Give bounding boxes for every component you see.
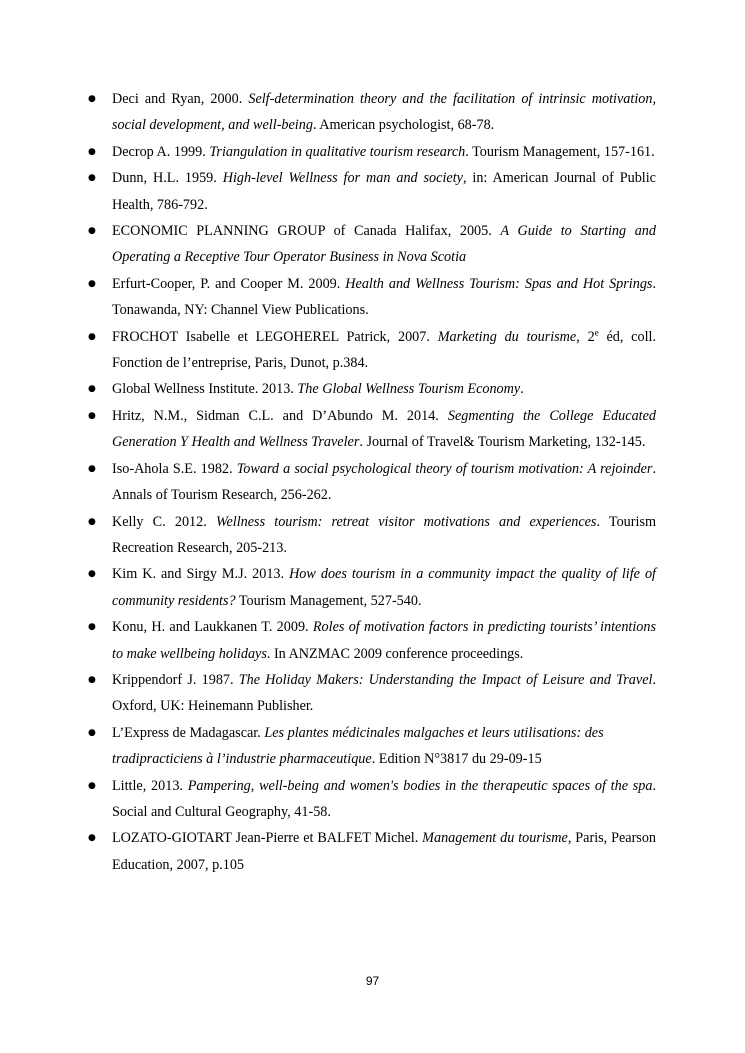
reference-title: Toward a social psychological theory of tourism motivation: A rejoinder: [236, 460, 653, 477]
reference-text: Little, 2013.: [112, 777, 188, 794]
reference-item: [88, 139, 656, 165]
reference-text: . Tourism Management, 157-161.: [465, 143, 655, 160]
reference-text: Krippendorf J. 1987.: [112, 671, 239, 688]
reference-title: Les plantes médicinales malgaches et leurs utilisations: des tradipracticiens à l’industrie pharmaceutique: [112, 724, 604, 768]
reference-text: . Journal of Travel& Tourism Marketing, 132-145.: [359, 434, 646, 451]
reference-item: [88, 614, 656, 667]
reference-text: .: [520, 381, 524, 398]
reference-title: Segmenting the College Educated Generation Y Health and Wellness Traveler: [112, 407, 657, 451]
bullet-icon: ●: [88, 833, 96, 844]
reference-text: éd, coll. Fonction de l’entreprise, Paris, Dunot, p.384.: [112, 328, 657, 372]
reference-text: Konu, H. and Laukkanen T. 2009.: [112, 619, 313, 636]
reference-text: Erfurt-Cooper, P. and Cooper M. 2009.: [112, 275, 346, 292]
reference-text: Deci and Ryan, 2000.: [112, 91, 249, 107]
reference-item: [88, 324, 656, 377]
bullet-icon: ●: [88, 569, 96, 580]
superscript: e: [594, 326, 599, 337]
reference-item: [88, 667, 656, 720]
reference-item: [88, 376, 656, 402]
bullet-icon: ●: [88, 622, 96, 633]
reference-text: . Edition N°3817 du 29-09-15: [371, 751, 542, 768]
bullet-icon: ●: [88, 146, 96, 157]
reference-title: Self-determination theory and the facilitation of intrinsic motivation, social development, and well-being: [112, 91, 657, 134]
reference-text: . Oxford, UK: Heinemann Publisher.: [112, 671, 656, 715]
reference-text: FROCHOT Isabelle et LEGOHEREL Patrick, 2007.: [112, 328, 438, 345]
reference-item: [88, 456, 656, 509]
reference-item: [88, 561, 656, 614]
reference-item: [88, 825, 656, 878]
bullet-icon: ●: [88, 727, 96, 738]
reference-title: The Holiday Makers: Understanding the Impact of Leisure and Travel: [238, 671, 653, 688]
reference-title: Triangulation in qualitative tourism research: [209, 143, 466, 160]
reference-title: High-level Wellness for man and society: [222, 170, 463, 187]
reference-text: Kim K. and Sirgy M.J. 2013.: [112, 566, 290, 583]
reference-text: , 2: [576, 328, 595, 345]
reference-title: How does tourism in a community impact the quality of life of community residents?: [112, 566, 657, 609]
reference-text: Kelly C. 2012.: [112, 513, 216, 530]
bullet-icon: ●: [88, 94, 96, 104]
reference-text: . Annals of Tourism Research, 256-262.: [112, 460, 656, 504]
reference-title: Marketing du tourisme: [437, 328, 577, 345]
reference-item: [88, 86, 656, 139]
bullet-icon: ●: [88, 173, 96, 184]
reference-text: Tourism Management, 527-540.: [235, 592, 422, 609]
bullet-icon: ●: [88, 463, 96, 474]
bullet-icon: ●: [88, 410, 96, 421]
reference-text: , Paris, Pearson Education, 2007, p.105: [112, 830, 657, 873]
bullet-icon: ●: [88, 226, 96, 237]
reference-text: . Social and Cultural Geography, 41-58.: [112, 777, 657, 820]
reference-title: Management du tourisme: [422, 830, 568, 847]
reference-list: [88, 86, 656, 878]
reference-text: Iso-Ahola S.E. 1982.: [112, 460, 237, 477]
reference-item: [88, 403, 656, 456]
reference-item: [88, 720, 656, 773]
bullet-icon: ●: [88, 516, 96, 527]
reference-text: ECONOMIC PLANNING GROUP of Canada Halifax, 2005.: [112, 223, 501, 240]
reference-item: [88, 773, 656, 826]
reference-text: Dunn, H.L. 1959.: [112, 170, 223, 187]
reference-text: . American psychologist, 68-78.: [312, 117, 495, 134]
reference-title: Roles of motivation factors in predicting tourists’ intentions to make wellbeing holidays: [112, 619, 657, 662]
reference-text: L’Express de Madagascar.: [112, 724, 265, 741]
reference-text: . Tonawanda, NY: Channel View Publications.: [112, 275, 656, 319]
bullet-icon: ●: [88, 331, 96, 342]
reference-item: [88, 509, 656, 562]
reference-item: [88, 271, 656, 324]
reference-text: LOZATO-GIOTART Jean-Pierre et BALFET Michel.: [112, 830, 423, 847]
bullet-icon: ●: [88, 674, 96, 685]
reference-title: Health and Wellness Tourism: Spas and Hot Springs: [345, 275, 653, 292]
bullet-icon: ●: [88, 780, 96, 791]
reference-item: [88, 218, 656, 271]
reference-item: [88, 165, 656, 218]
reference-text: Hritz, N.M., Sidman C.L. and D’Abundo M. 2014.: [112, 407, 448, 424]
bullet-icon: ●: [88, 278, 96, 289]
reference-text: Decrop A. 1999.: [112, 143, 210, 160]
reference-title: Pampering, well-being and women's bodies in the therapeutic spaces of the spa: [187, 777, 653, 794]
page-number: 97: [365, 974, 380, 988]
reference-text: . In ANZMAC 2009 conference proceedings.: [266, 645, 524, 662]
reference-title: The Global Wellness Tourism Economy: [297, 381, 521, 398]
reference-title: Wellness tourism: retreat visitor motivations and experiences: [215, 513, 597, 530]
reference-text: , in: American Journal of Public Health, 786-792.: [112, 170, 656, 213]
reference-text: Global Wellness Institute. 2013.: [112, 381, 298, 398]
reference-text: . Tourism Recreation Research, 205-213.: [112, 513, 656, 556]
bullet-icon: ●: [88, 384, 96, 395]
reference-title: A Guide to Starting and Operating a Receptive Tour Operator Business in Nova Scotia: [112, 223, 656, 266]
